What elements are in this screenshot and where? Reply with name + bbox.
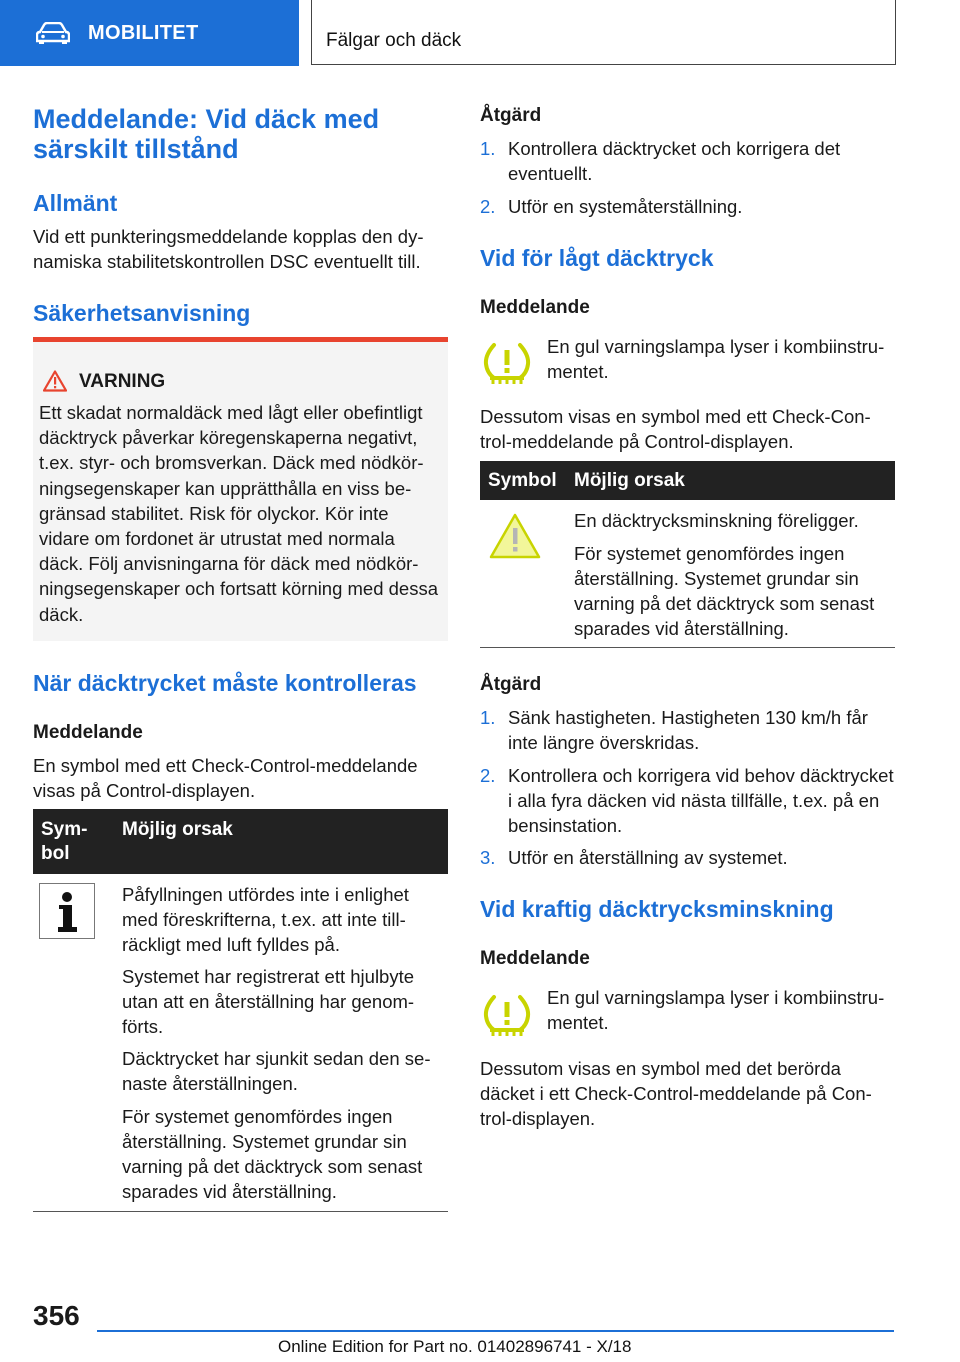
message-text: En symbol med ett Check-Control-meddelande visas på Control-displayen. xyxy=(33,755,418,801)
table-col-symbol: Sym- bol xyxy=(41,819,88,864)
strong-extra-text: Dessutom visas en symbol med det berörda däcket i ett Check-Control-meddelande på Control-displayen. xyxy=(480,1058,872,1129)
tire-pressure-lamp-icon xyxy=(482,342,532,386)
strong-message-label: Meddelande xyxy=(480,948,590,969)
safety-heading: Säkerhetsanvisning xyxy=(33,300,251,326)
list-item: 1. Sänk hastigheten. Hastigheten 130 km/h får inte längre överskridas. xyxy=(480,707,868,753)
cause-2: För systemet genomfördes ingen återställning. Systemet grundar sin varning på det däcktryck som senast sparades vid återställning. xyxy=(574,543,875,639)
warning-text: Ett skadat normaldäck med lågt eller obefintligt däcktryck påverkar köregenskaperna negativt, t.ex. styr- och bromsverkan. Däck med nödkörningsegenskaper kan upprätthålla en viss begränsad stabilitet. Risk för olyckor. Kör inte vidare om fordonet är utrustat med normala däck. Följ anvisningarna för däck med nödkörningsegenskaper och fortsatt körning med dessa däck. xyxy=(39,402,439,625)
warning-triangle-icon xyxy=(43,370,67,392)
table-col-symbol: Symbol xyxy=(488,470,557,491)
info-icon xyxy=(39,883,95,939)
warning-title: VARNING xyxy=(79,371,166,392)
table-header xyxy=(480,461,895,500)
car-icon xyxy=(36,22,70,44)
table-col-cause: Möjlig orsak xyxy=(122,819,233,840)
list-item: 2. Kontrollera och korrigera vid behov däcktrycket i alla fyra däcken vid nästa tillfälle, t.ex. på en bensinstation. xyxy=(480,765,894,836)
general-heading: Allmänt xyxy=(33,190,118,216)
list-item: 3. Utför en återställning av systemet. xyxy=(480,847,788,868)
low-lamp-text: En gul varningslampa lyser i kombiinstrumentet. xyxy=(547,336,885,382)
low-extra-text: Dessutom visas en symbol med ett Check-Control-meddelande på Control-displayen. xyxy=(480,406,871,452)
general-text: Vid ett punkteringsmeddelande kopplas den dynamiska stabilitetskontrollen DSC eventuellt till. xyxy=(33,226,424,272)
table-header xyxy=(33,809,448,874)
page-title: Meddelande: Vid däck med särskilt tillstånd xyxy=(33,104,380,164)
table-col-cause: Möjlig orsak xyxy=(574,470,685,491)
footer-rule xyxy=(97,1330,894,1332)
strong-lamp-text: En gul varningslampa lyser i kombiinstrumentet. xyxy=(547,987,885,1033)
cause-1: En däcktrycksminskning föreligger. xyxy=(574,510,859,531)
list-item: 1. Kontrollera däcktrycket och korrigera det eventuellt. xyxy=(480,138,841,184)
action-label: Åtgärd xyxy=(480,105,542,126)
check-heading: När däcktrycket måste kontrolleras xyxy=(33,670,417,696)
section-title: MOBILITET xyxy=(88,21,199,44)
low-pressure-heading: Vid för lågt däcktryck xyxy=(480,245,714,271)
section-tab xyxy=(0,0,299,66)
low-message-label: Meddelande xyxy=(480,297,590,318)
table-bottom-rule xyxy=(33,1211,448,1212)
chapter-header xyxy=(311,0,896,65)
message-label: Meddelande xyxy=(33,722,143,743)
chapter-title: Fälgar och däck xyxy=(326,30,462,51)
cause-1: Påfyllningen utfördes inte i enlighet med föreskrifterna, t.ex. att inte tillräckligt med luft fylldes på. xyxy=(122,884,409,955)
cause-4: För systemet genomfördes ingen återställning. Systemet grundar sin varning på det däcktryck som senast sparades vid återställning. xyxy=(122,1106,423,1202)
action2-label: Åtgärd xyxy=(480,674,542,695)
list-item: 2. Utför en systemåterställning. xyxy=(480,196,743,217)
tire-pressure-lamp-icon xyxy=(482,994,532,1038)
table-bottom-rule xyxy=(480,647,895,648)
warning-box xyxy=(33,337,448,641)
footer-edition: Online Edition for Part no. 01402896741 - X/18 xyxy=(278,1337,632,1356)
cause-2: Systemet har registrerat ett hjulbyte utan att en återställning har genomförts. xyxy=(122,966,415,1037)
warning-triangle-icon xyxy=(488,512,542,560)
page-number: 356 xyxy=(33,1300,80,1331)
strong-drop-heading: Vid kraftig däcktrycksminskning xyxy=(480,896,834,922)
cause-3: Däcktrycket har sjunkit sedan den senaste återställningen. xyxy=(122,1048,431,1094)
